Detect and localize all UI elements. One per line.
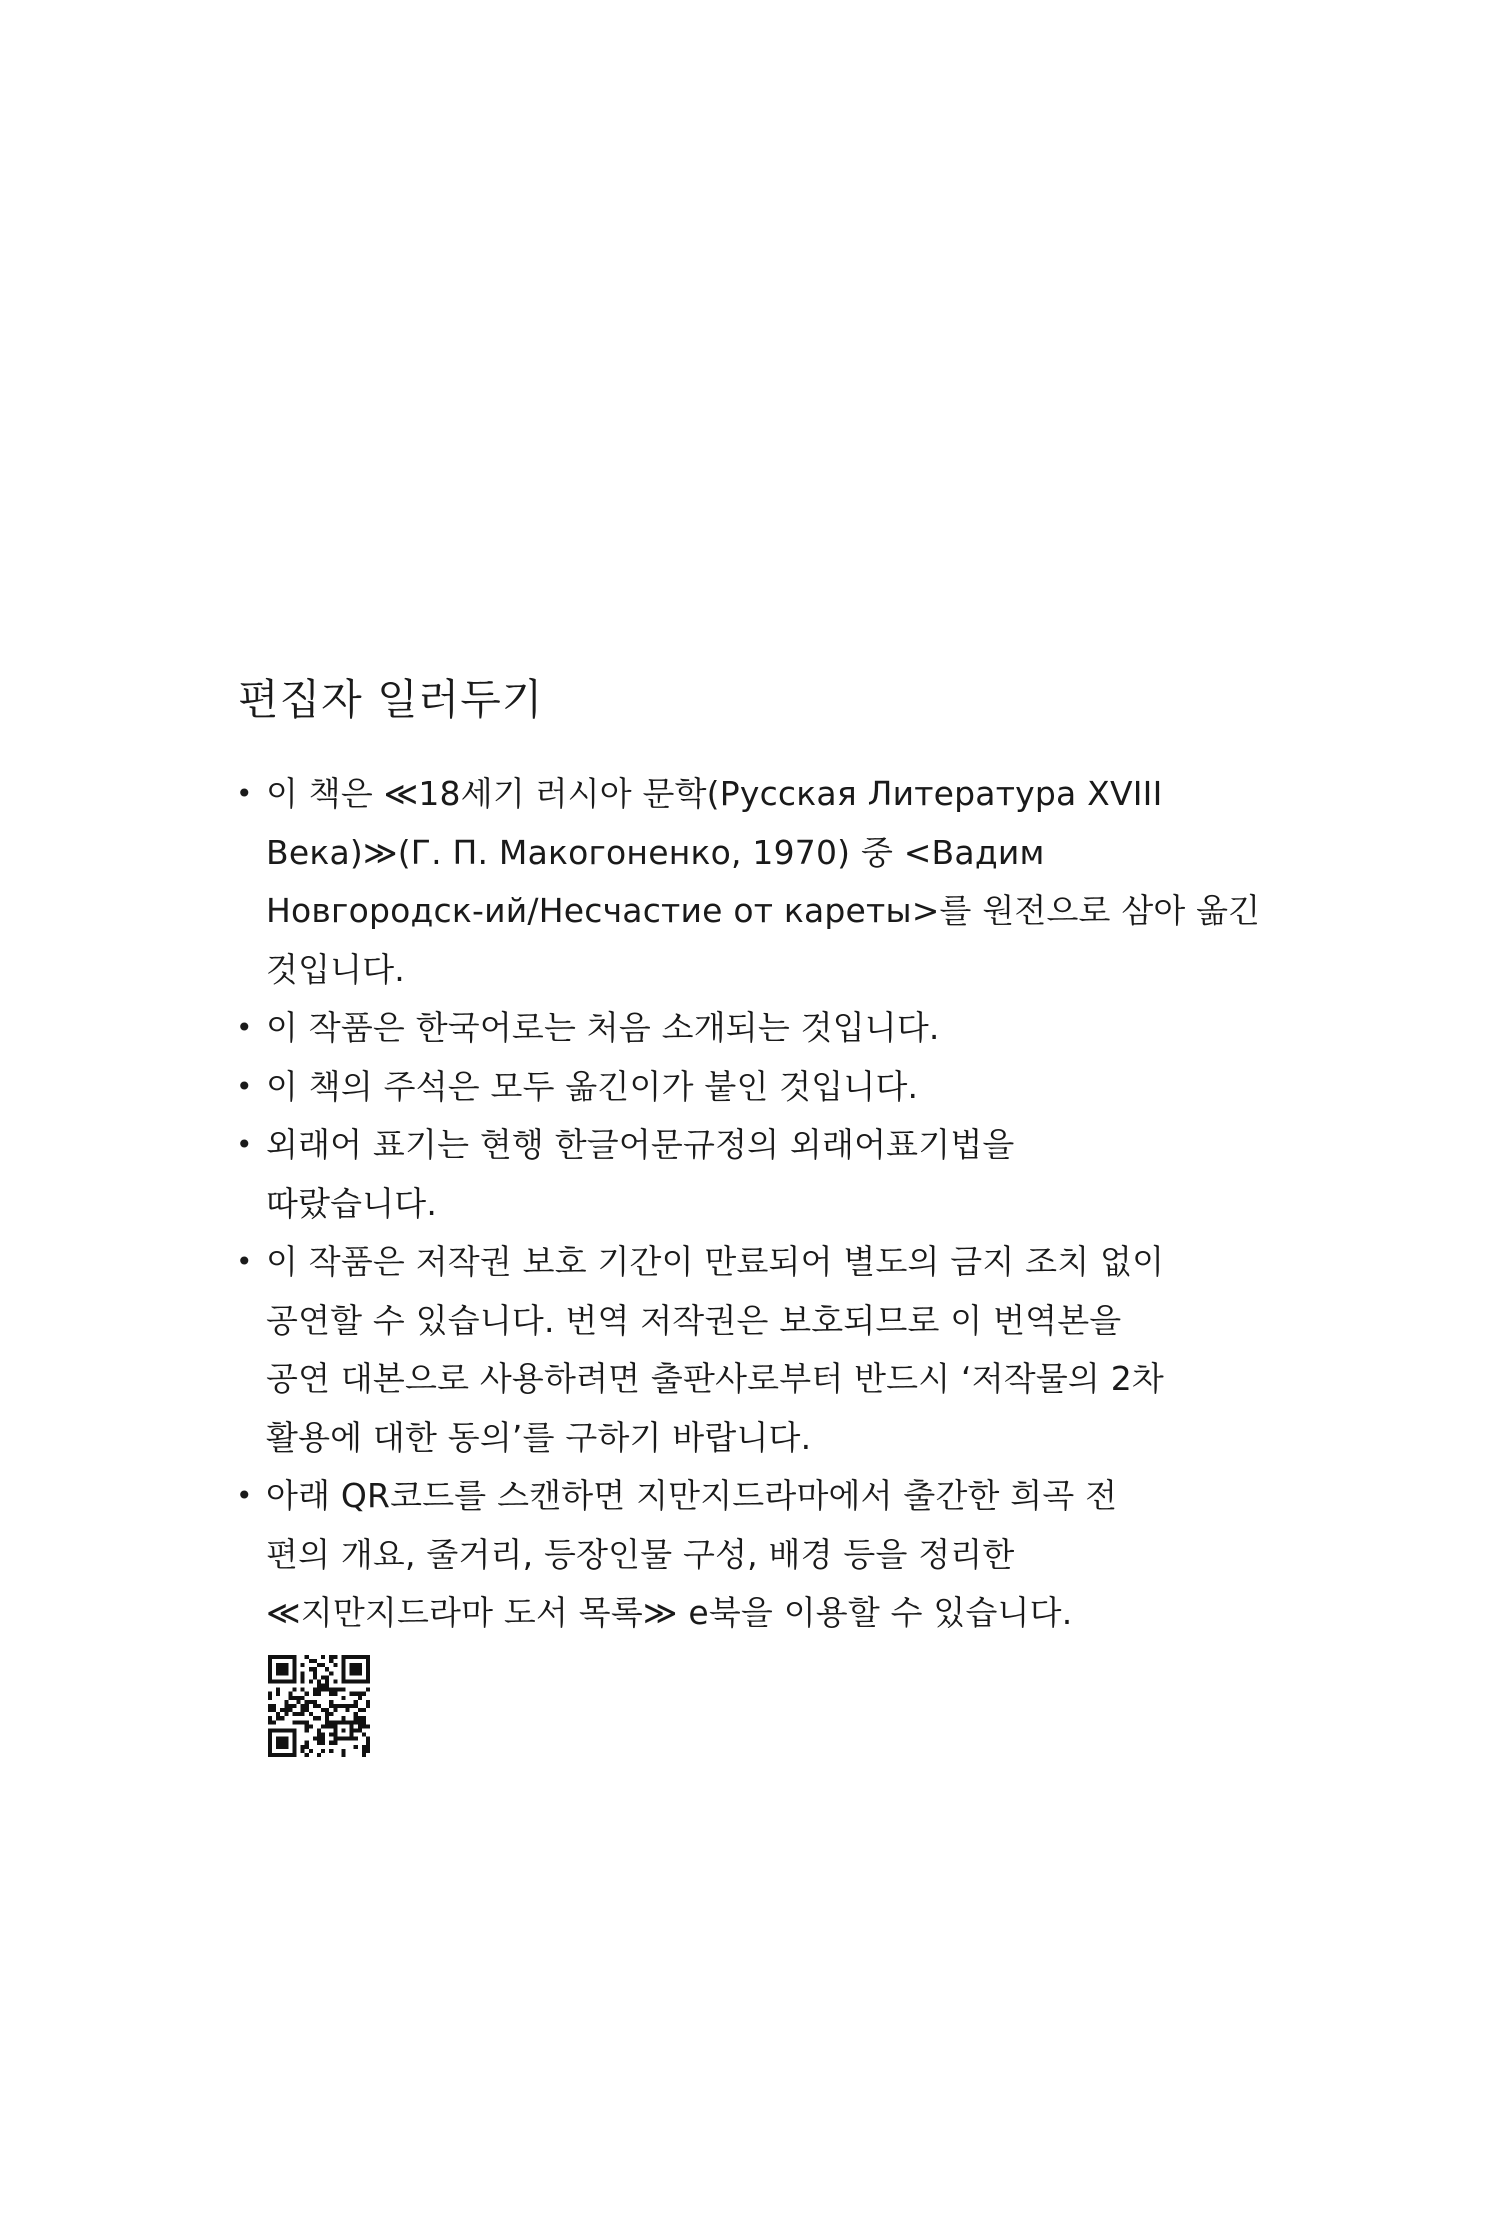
note-line: 것입니다. [266, 949, 406, 989]
note-item [236, 999, 1236, 1058]
notes-list [236, 765, 1261, 1643]
note-line: 공연 대본으로 사용하려면 출판사로부터 반드시 ‘저작물의 2차 [266, 1359, 1164, 1398]
note-line: ≪지만지드라마 도서 목록≫ e북을 이용할 수 있습니다. [266, 1593, 1073, 1632]
note-line: 이 작품은 한국어로는 처음 소개되는 것입니다. [266, 1008, 940, 1047]
note-item [236, 1058, 1236, 1117]
note-line: 활용에 대한 동의’를 구하기 바랍니다. [266, 1417, 812, 1457]
note-item [236, 1116, 1236, 1233]
note-line: 따랐습니다. [266, 1183, 438, 1223]
note-line: 공연할 수 있습니다. 번역 저작권은 보호되므로 이 번역본을 [266, 1300, 1122, 1340]
bullet-icon: • [236, 1245, 253, 1278]
bullet-icon: • [236, 1128, 253, 1161]
qr-code-icon[interactable] [268, 1655, 370, 1757]
bullet-icon: • [236, 777, 253, 810]
bullet-icon: • [236, 1069, 253, 1103]
bullet-icon: • [236, 1479, 253, 1512]
note-line: 이 책은 ≪18세기 러시아 문학(Русская Литература XVIII [266, 774, 1163, 813]
note-line: 아래 QR코드를 스캔하면 지만지드라마에서 출간한 희곡 전 [266, 1476, 1118, 1515]
note-item [236, 765, 1261, 999]
note-line: Новгородск-ий/Несчастие от кареты>를 원전으로 삼아 옮긴 [266, 891, 1261, 930]
page-title: 편집자 일러두기 [238, 675, 544, 724]
note-line: 이 작품은 저작권 보호 기간이 만료되어 별도의 금지 조치 없이 [266, 1242, 1165, 1281]
note-item [236, 1233, 1236, 1467]
note-item [236, 1467, 1236, 1643]
note-line: 편의 개요, 줄거리, 등장인물 구성, 배경 등을 정리한 [266, 1534, 1015, 1574]
note-line: 이 책의 주석은 모두 옮긴이가 붙인 것입니다. [266, 1066, 919, 1106]
bullet-icon: • [236, 1011, 253, 1044]
note-line: Века)≫(Г. П. Макогоненко, 1970) 중 <Вадим [266, 832, 1045, 872]
note-line: 외래어 표기는 현행 한글어문규정의 외래어표기법을 [266, 1125, 1015, 1164]
